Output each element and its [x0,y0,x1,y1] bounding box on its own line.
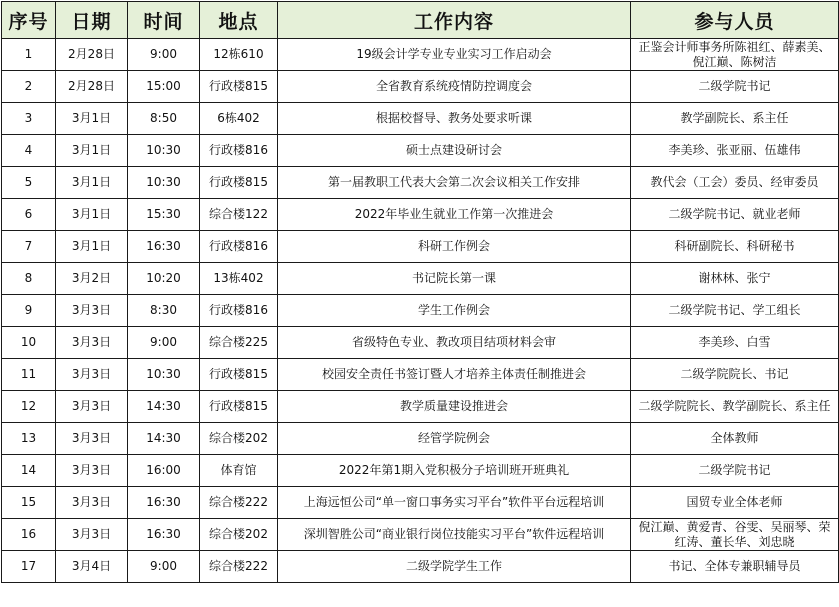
cell-place[interactable]: 综合楼122 [200,199,278,231]
cell-time[interactable]: 10:30 [128,167,200,199]
cell-place[interactable]: 综合楼225 [200,327,278,359]
cell-content[interactable]: 2022年毕业生就业工作第一次推进会 [278,199,631,231]
table-row [2,263,839,295]
cell-place[interactable]: 行政楼815 [200,359,278,391]
cell-time[interactable]: 10:30 [128,359,200,391]
table-row [2,551,839,583]
table-row [2,295,839,327]
cell-time[interactable]: 9:00 [128,327,200,359]
cell-place[interactable]: 综合楼202 [200,519,278,551]
cell-people[interactable]: 二级学院院长、教学副院长、系主任 [631,391,839,423]
cell-no[interactable]: 10 [2,327,56,359]
cell-people[interactable]: 二级学院书记 [631,71,839,103]
table-body [2,39,839,583]
header-people[interactable]: 参与人员 [631,2,839,39]
cell-place[interactable]: 6栋402 [200,103,278,135]
table-row [2,231,839,263]
cell-content[interactable]: 上海远恒公司“单一窗口事务实习平台”软件平台远程培训 [278,487,631,519]
header-row [2,2,839,39]
cell-place[interactable]: 行政楼815 [200,71,278,103]
cell-place[interactable]: 综合楼222 [200,487,278,519]
table-row [2,391,839,423]
cell-people[interactable]: 倪江巅、黄爱青、谷雯、吴丽琴、荣红涛、董长华、刘忠晓 [631,519,839,551]
cell-no[interactable]: 2 [2,71,56,103]
cell-date[interactable]: 2月28日 [56,39,128,71]
cell-content[interactable]: 书记院长第一课 [278,263,631,295]
table-row [2,199,839,231]
cell-no[interactable]: 5 [2,167,56,199]
cell-place[interactable]: 13栋402 [200,263,278,295]
cell-date[interactable]: 3月1日 [56,103,128,135]
cell-place[interactable]: 综合楼222 [200,551,278,583]
cell-date[interactable]: 3月1日 [56,199,128,231]
table-row [2,103,839,135]
cell-content[interactable]: 第一届教职工代表大会第二次会议相关工作安排 [278,167,631,199]
cell-time[interactable]: 9:00 [128,551,200,583]
cell-time[interactable]: 16:00 [128,455,200,487]
cell-date[interactable]: 3月1日 [56,231,128,263]
cell-content[interactable]: 2022年第1期入党积极分子培训班开班典礼 [278,455,631,487]
cell-no[interactable]: 8 [2,263,56,295]
cell-date[interactable]: 3月3日 [56,455,128,487]
cell-time[interactable]: 8:50 [128,103,200,135]
cell-people[interactable]: 李美珍、张亚丽、伍雄伟 [631,135,839,167]
cell-place[interactable]: 行政楼815 [200,167,278,199]
cell-place[interactable]: 12栋610 [200,39,278,71]
cell-place[interactable]: 行政楼815 [200,391,278,423]
cell-date[interactable]: 3月1日 [56,167,128,199]
cell-time[interactable]: 8:30 [128,295,200,327]
cell-time[interactable]: 16:30 [128,487,200,519]
cell-time[interactable]: 14:30 [128,423,200,455]
table-row [2,71,839,103]
header-no[interactable]: 序号 [2,2,56,39]
header-date[interactable]: 日期 [56,2,128,39]
cell-date[interactable]: 3月3日 [56,327,128,359]
cell-no[interactable]: 16 [2,519,56,551]
cell-people[interactable]: 教学副院长、系主任 [631,103,839,135]
cell-content[interactable]: 深圳智胜公司“商业银行岗位技能实习平台”软件远程培训 [278,519,631,551]
cell-no[interactable]: 6 [2,199,56,231]
cell-content[interactable]: 学生工作例会 [278,295,631,327]
cell-date[interactable]: 3月3日 [56,423,128,455]
cell-place[interactable]: 综合楼202 [200,423,278,455]
table-row [2,487,839,519]
header-place[interactable]: 地点 [200,2,278,39]
cell-time[interactable]: 16:30 [128,231,200,263]
table-row [2,519,839,551]
cell-time[interactable]: 9:00 [128,39,200,71]
table-row [2,359,839,391]
cell-no[interactable]: 17 [2,551,56,583]
cell-place[interactable]: 行政楼816 [200,135,278,167]
cell-time[interactable]: 10:30 [128,135,200,167]
header-content[interactable]: 工作内容 [278,2,631,39]
cell-content[interactable]: 根据校督导、教务处要求听课 [278,103,631,135]
cell-date[interactable]: 3月3日 [56,487,128,519]
cell-content[interactable]: 校园安全责任书签订暨人才培养主体责任制推进会 [278,359,631,391]
schedule-table [1,1,839,583]
cell-people[interactable]: 二级学院书记、学工组长 [631,295,839,327]
cell-content[interactable]: 教学质量建设推进会 [278,391,631,423]
cell-no[interactable]: 1 [2,39,56,71]
cell-date[interactable]: 3月1日 [56,135,128,167]
cell-people[interactable]: 二级学院院长、书记 [631,359,839,391]
cell-people[interactable]: 全体教师 [631,423,839,455]
header-time[interactable]: 时间 [128,2,200,39]
cell-people[interactable]: 李美珍、白雪 [631,327,839,359]
cell-people[interactable]: 科研副院长、科研秘书 [631,231,839,263]
cell-date[interactable]: 3月3日 [56,519,128,551]
table-row [2,167,839,199]
cell-place[interactable]: 体育馆 [200,455,278,487]
cell-date[interactable]: 3月3日 [56,359,128,391]
cell-no[interactable]: 15 [2,487,56,519]
cell-no[interactable]: 9 [2,295,56,327]
cell-date[interactable]: 2月28日 [56,71,128,103]
cell-content[interactable]: 经管学院例会 [278,423,631,455]
table-row [2,455,839,487]
table-row [2,327,839,359]
cell-no[interactable]: 4 [2,135,56,167]
cell-time[interactable]: 15:30 [128,199,200,231]
cell-date[interactable]: 3月4日 [56,551,128,583]
cell-content[interactable]: 硕士点建设研讨会 [278,135,631,167]
cell-content[interactable]: 二级学院学生工作 [278,551,631,583]
cell-no[interactable]: 11 [2,359,56,391]
cell-people[interactable]: 二级学院书记、就业老师 [631,199,839,231]
cell-place[interactable]: 行政楼816 [200,295,278,327]
cell-people[interactable]: 二级学院书记 [631,455,839,487]
cell-time[interactable]: 15:00 [128,71,200,103]
cell-people[interactable]: 书记、全体专兼职辅导员 [631,551,839,583]
cell-no[interactable]: 3 [2,103,56,135]
table-row [2,135,839,167]
cell-content[interactable]: 全省教育系统疫情防控调度会 [278,71,631,103]
cell-content[interactable]: 科研工作例会 [278,231,631,263]
cell-time[interactable]: 10:20 [128,263,200,295]
cell-date[interactable]: 3月3日 [56,295,128,327]
cell-no[interactable]: 13 [2,423,56,455]
cell-no[interactable]: 12 [2,391,56,423]
cell-time[interactable]: 14:30 [128,391,200,423]
cell-no[interactable]: 14 [2,455,56,487]
cell-people[interactable]: 正鉴会计师事务所陈祖红、薛素美、倪江巅、陈树洁 [631,39,839,71]
cell-date[interactable]: 3月3日 [56,391,128,423]
cell-content[interactable]: 19级会计学专业专业实习工作启动会 [278,39,631,71]
cell-people[interactable]: 国贸专业全体老师 [631,487,839,519]
cell-no[interactable]: 7 [2,231,56,263]
cell-date[interactable]: 3月2日 [56,263,128,295]
cell-time[interactable]: 16:30 [128,519,200,551]
cell-people[interactable]: 教代会（工会）委员、经审委员 [631,167,839,199]
cell-people[interactable]: 谢林林、张宁 [631,263,839,295]
table-row [2,423,839,455]
cell-content[interactable]: 省级特色专业、教改项目结项材料会审 [278,327,631,359]
cell-place[interactable]: 行政楼816 [200,231,278,263]
table-row [2,39,839,71]
